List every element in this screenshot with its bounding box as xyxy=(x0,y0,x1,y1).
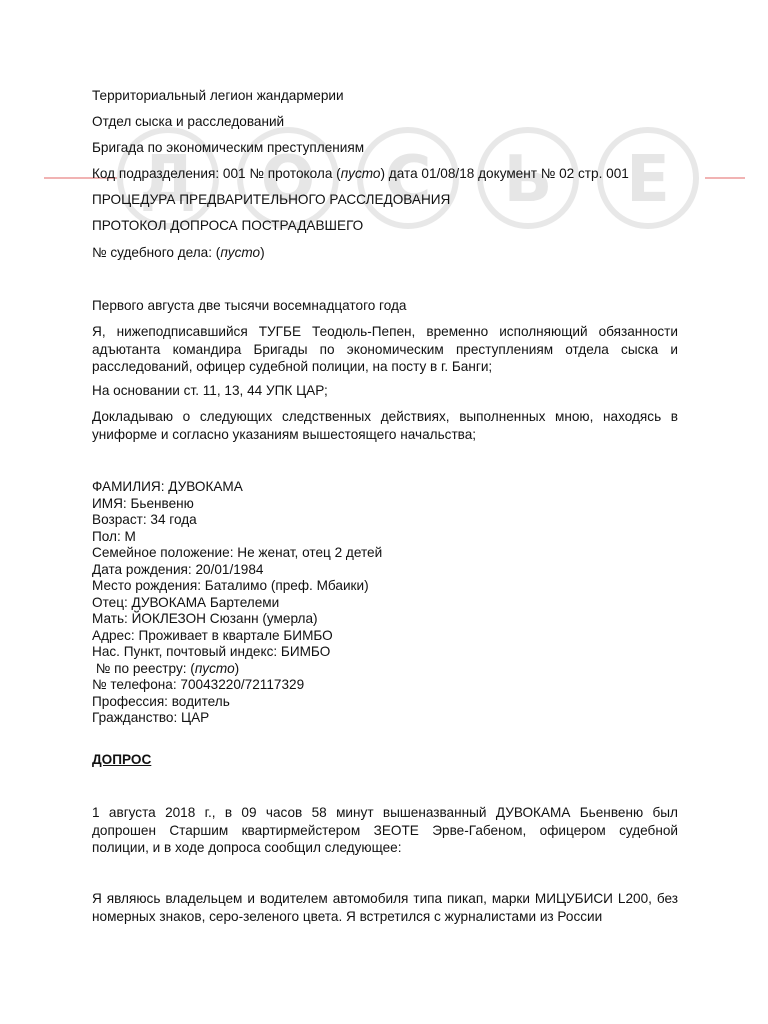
interrogation-heading: ДОПРОС xyxy=(92,752,152,767)
interrogation-paragraph-2: Я являюсь владельцем и водителем автомобиля типа пикап, марки МИЦУБИСИ L200, без номерных знаков, серо-зеленого цвета. Я встретился с журналистами из России xyxy=(92,891,678,924)
case-number xyxy=(92,245,265,261)
person-citizenship: Гражданство: ЦАР xyxy=(92,710,210,725)
unit-code-empty: пусто xyxy=(340,166,381,181)
person-birth-date: Дата рождения: 20/01/1984 xyxy=(92,561,264,577)
interrogation-paragraph-1: 1 августа 2018 г., в 09 часов 58 минут вышеназванный ДУВОКАМА Бьенвеню был допрошен Старшим квартирмейстером ЗЕОТЕ Эрве-Габеном, офицером судебной полиции, и в ходе допроса сообщил следующее: xyxy=(92,805,678,855)
person-registry xyxy=(92,661,239,677)
person-phone: № телефона: 70043220/72117329 xyxy=(92,677,305,692)
registry-empty: пусто xyxy=(194,660,235,676)
watermark-letter-2: О xyxy=(260,143,316,217)
header-legion: Территориальный легион жандармерии xyxy=(92,88,344,103)
unit-code-suffix: ) дата 01/08/18 документ № 02 стр. 001 xyxy=(380,166,629,181)
unit-code-prefix: Код подразделения: 001 № протокола ( xyxy=(92,166,341,181)
officer-statement: Я, нижеподписавшийся ТУГБЕ Теодюль-Пепен, временно исполняющий обязанности адъютанта командира Бригады по экономическим преступлениям отдела сыска и расследований, офицер судебной полиции, на посту в г. Банги; xyxy=(92,324,678,374)
person-surname: ФАМИЛИЯ: ДУВОКАМА xyxy=(92,479,243,494)
registry-prefix: № по реестру: ( xyxy=(92,660,195,676)
case-empty: пусто xyxy=(220,245,261,260)
watermark-letter-3: С xyxy=(384,143,432,217)
person-marital: Семейное положение: Не женат, отец 2 детей xyxy=(92,545,383,560)
legal-basis: На основании ст. 11, 13, 44 УПК ЦАР; xyxy=(92,383,328,398)
header-department: Отдел сыска и расследований xyxy=(92,114,285,129)
case-suffix: ) xyxy=(260,245,265,260)
person-sex: Пол: М xyxy=(92,528,136,544)
header-unit-code xyxy=(92,166,629,182)
person-postal: Нас. Пункт, почтовый индекс: БИМБО xyxy=(92,644,331,659)
protocol-date: Первого августа две тысячи восемнадцатого года xyxy=(92,298,407,313)
person-mother: Мать: ЙОКЛЕЗОН Сюзанн (умерла) xyxy=(92,611,318,626)
header-brigade: Бригада по экономическим преступлениям xyxy=(92,140,365,155)
protocol-title: ПРОТОКОЛ ДОПРОСА ПОСТРАДАВШЕГО xyxy=(92,218,364,233)
person-profession: Профессия: водитель xyxy=(92,693,230,709)
report-statement: Докладываю о следующих следственных действиях, выполненных мною, находясь в униформе и согласно указаниям вышестоящего начальства; xyxy=(92,409,678,442)
procedure-title: ПРОЦЕДУРА ПРЕДВАРИТЕЛЬНОГО РАССЛЕДОВАНИЯ xyxy=(92,192,451,207)
person-address: Адрес: Проживает в квартале БИМБО xyxy=(92,627,333,643)
person-birth-place: Место рождения: Баталимо (преф. Мбаики) xyxy=(92,578,369,593)
case-prefix: № судебного дела: ( xyxy=(92,245,221,260)
person-age: Возраст: 34 года xyxy=(92,512,197,527)
watermark-letter-1: Д xyxy=(139,143,197,217)
person-name: ИМЯ: Бьенвеню xyxy=(92,495,194,511)
watermark-letter-4: Ь xyxy=(503,143,553,217)
person-father: Отец: ДУВОКАМА Бартелеми xyxy=(92,594,280,610)
watermark-letter-5: Е xyxy=(626,143,670,217)
registry-suffix: ) xyxy=(234,660,240,676)
